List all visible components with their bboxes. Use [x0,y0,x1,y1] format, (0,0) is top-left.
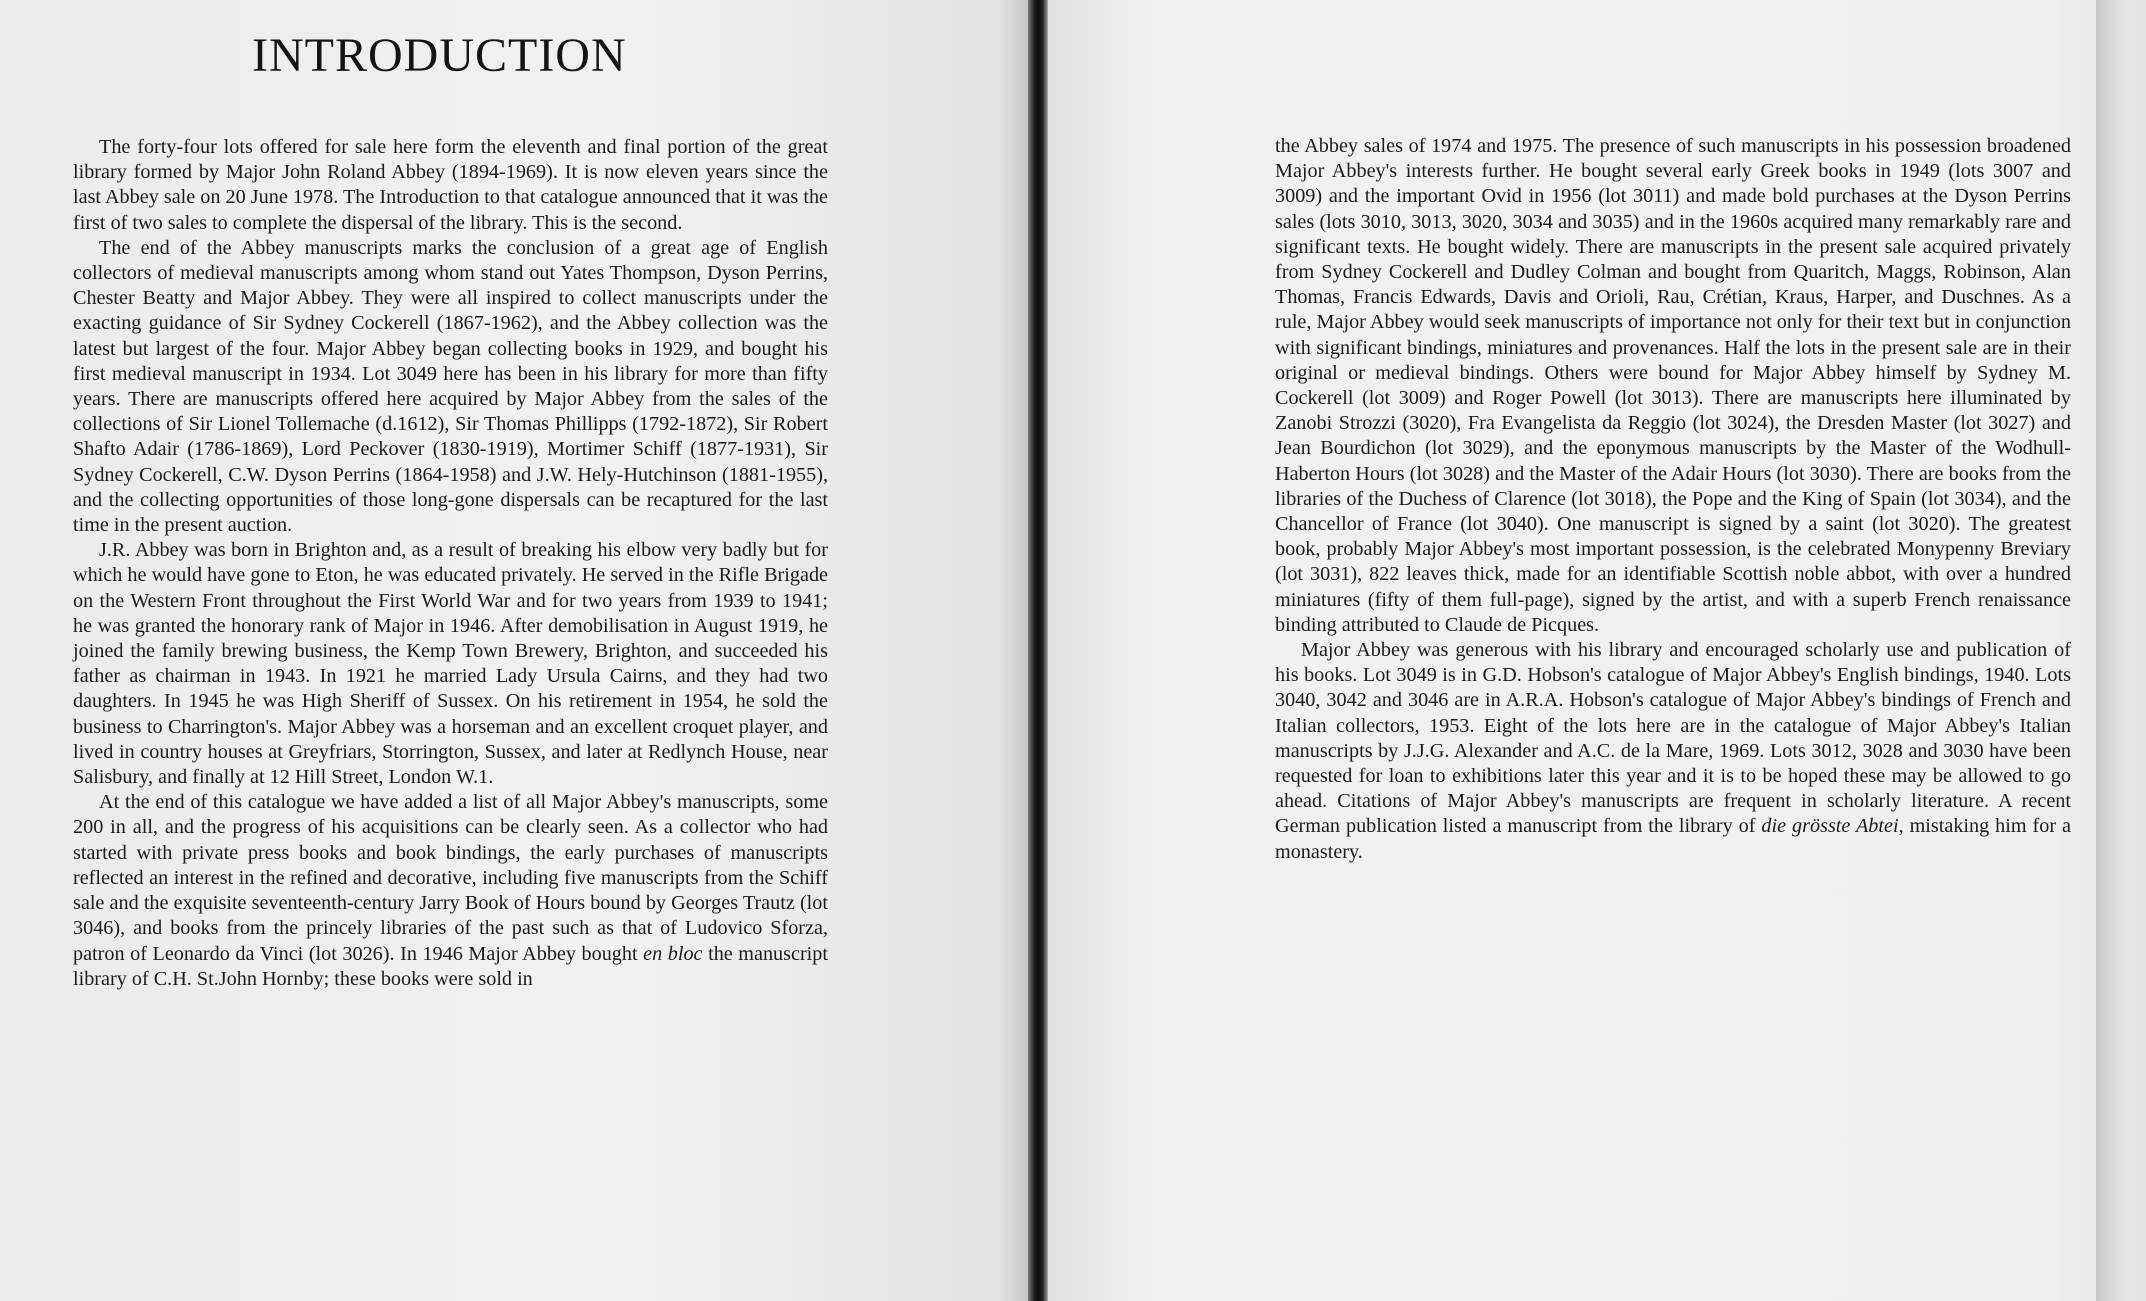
paragraph-final [1275,638,2071,865]
book-gutter [1028,0,1048,1301]
right-page [1048,0,2146,1301]
paragraph-4-italic: en bloc [643,942,703,965]
page-title: INTRODUCTION [252,29,627,82]
right-page-body [1275,134,2071,865]
paragraph-final-text-a: Major Abbey was generous with his library and encouraged scholarly use and publication of his books. Lot 3049 is in G.D. Hobson's catalogue of Major Abbey's English bindings, 1940. Lots 3040, 3042 and 3046 are in A.R.A. Hobson's catalogue of Major Abbey's bindings of French and Italian collectors, 1953. Eight of the lots here are in the catalogue of Major Abbey's Italian manuscripts by J.J.G. Alexander and A.C. de la Mare, 1969. Lots 3012, 3028 and 3030 have been requested for loan to exhibitions later this year and it is to be hoped these may be allowed to go ahead. Citations of Major Abbey's manuscripts are frequent in scholarly literature. A recent German publication listed a manuscript from the library of [1275,639,2071,838]
paragraph-continued: the Abbey sales of 1974 and 1975. The presence of such manuscripts in his possession broadened Major Abbey's interests further. He bought several early Greek books in 1949 (lots 3007 and 3009) and the important Ovid in 1956 (lot 3011) and made bold purchases at the Dyson Perrins sales (lots 3010, 3013, 3020, 3034 and 3035) and in the 1960s acquired many remarkably rare and significant texts. He bought widely. There are manuscripts in the present sale acquired privately from Sydney Cockerell and Dudley Colman and bought from Quaritch, Maggs, Robinson, Alan Thomas, Francis Edwards, Davis and Orioli, Rau, Crétian, Kraus, Harper, and Duschnes. As a rule, Major Abbey would seek manuscripts of importance not only for their text but in conjunction with significant bindings, miniatures and provenances. Half the lots in the present sale are in their original or medieval bindings. Others were bound for Major Abbey himself by Sydney M. Cockerell (lot 3009) and Roger Powell (lot 3013). There are manuscripts here illuminated by Zanobi Strozzi (3020), Fra Evangelista da Reggio (lot 3024), the Dresden Master (lot 3027) and Jean Bourdichon (lot 3029), and the eponymous manuscripts by the Master of the Wodhull-Haberton Hours (lot 3028) and the Master of the Adair Hours (lot 3030). There are books from the libraries of the Duchess of Clarence (lot 3018), the Pope and the King of Spain (lot 3034), and the Chancellor of France (lot 3040). One manuscript is signed by a saint (lot 3020). The greatest book, probably Major Abbey's most important possession, is the celebrated Monypenny Breviary (lot 3031), 822 leaves thick, made for an identifiable Scottish noble abbot, with over a hundred miniatures (fifty of them full-page), signed by the artist, and with a superb French renaissance binding attributed to Claude de Picques. [1275,135,2071,636]
paragraph-1: The forty-four lots offered for sale here form the eleventh and final portion of the great library formed by Major John Roland Abbey (1894-1969). It is now eleven years since the last Abbey sale on 20 June 1978. The Introduction to that catalogue announced that it was the first of two sales to complete the dispersal of the library. This is the second. [73,136,828,234]
paragraph-final-italic: die grösste Abtei [1761,815,1899,838]
paragraph-2: The end of the Abbey manuscripts marks the conclusion of a great age of English collectors of medieval manuscripts among whom stand out Yates Thompson, Dyson Perrins, Chester Beatty and Major Abbey. They were all inspired to collect manuscripts under the exacting guidance of Sir Sydney Cockerell (1867-1962), and the Abbey collection was the latest but largest of the four. Major Abbey began collecting books in 1929, and bought his first medieval manuscript in 1934. Lot 3049 here has been in his library for more than fifty years. There are manuscripts offered here acquired by Major Abbey from the sales of the collections of Sir Lionel Tollemache (d.1612), Sir Thomas Phillipps (1792-1872), Sir Robert Shafto Adair (1786-1869), Lord Peckover (1830-1919), Mortimer Schiff (1877-1931), Sir Sydney Cockerell, C.W. Dyson Perrins (1864-1958) and J.W. Hely-Hutchinson (1881-1955), and the collecting opportunities of those long-gone dispersals can be recaptured for the last time in the present auction. [73,236,828,537]
left-page-body [73,135,828,992]
left-page-fold-shadow [998,0,1028,1301]
paragraph-3: J.R. Abbey was born in Brighton and, as a result of breaking his elbow very badly but for which he would have gone to Eton, he was educated privately. He served in the Rifle Brigade on the Western Front throughout the First World War and for two years from 1939 to 1941; he was granted the honorary rank of Major in 1946. After demobilisation in August 1919, he joined the family brewing business, the Kemp Town Brewery, Brighton, and succeeded his father as chairman in 1943. In 1921 he married Lady Ursula Cairns, and they had two daughters. In 1945 he was High Sheriff of Sussex. On his retirement in 1954, he sold the business to Charrington's. Major Abbey was a horseman and an excellent croquet player, and lived in country houses at Greyfriars, Storrington, Sussex, and later at Redlynch House, near Salisbury, and finally at 12 Hill Street, London W.1. [73,539,828,789]
right-page-fold-shadow [2096,0,2126,1301]
paragraph-final-text-b: , mistaking him for a monastery. [1275,815,2071,863]
paragraph-4 [73,790,828,992]
left-page [0,0,1028,1301]
paragraph-4-text-a: At the end of this catalogue we have added a list of all Major Abbey's manuscripts, some 200 in all, and the progress of his acquisitions can be clearly seen. As a collector who had started with private press books and book bindings, the early purchases of manuscripts reflected an interest in the refined and decorative, including five manuscripts from the Schiff sale and the exquisite seventeenth-century Jarry Book of Hours bound by Georges Trautz (lot 3046), and books from the princely libraries of the past such as that of Ludovico Sforza, patron of Leonardo da Vinci (lot 3026). In 1946 Major Abbey bought [73,791,828,965]
paragraph-4-text-b: the manuscript library of C.H. St.John Hornby; these books were sold in [73,942,828,990]
